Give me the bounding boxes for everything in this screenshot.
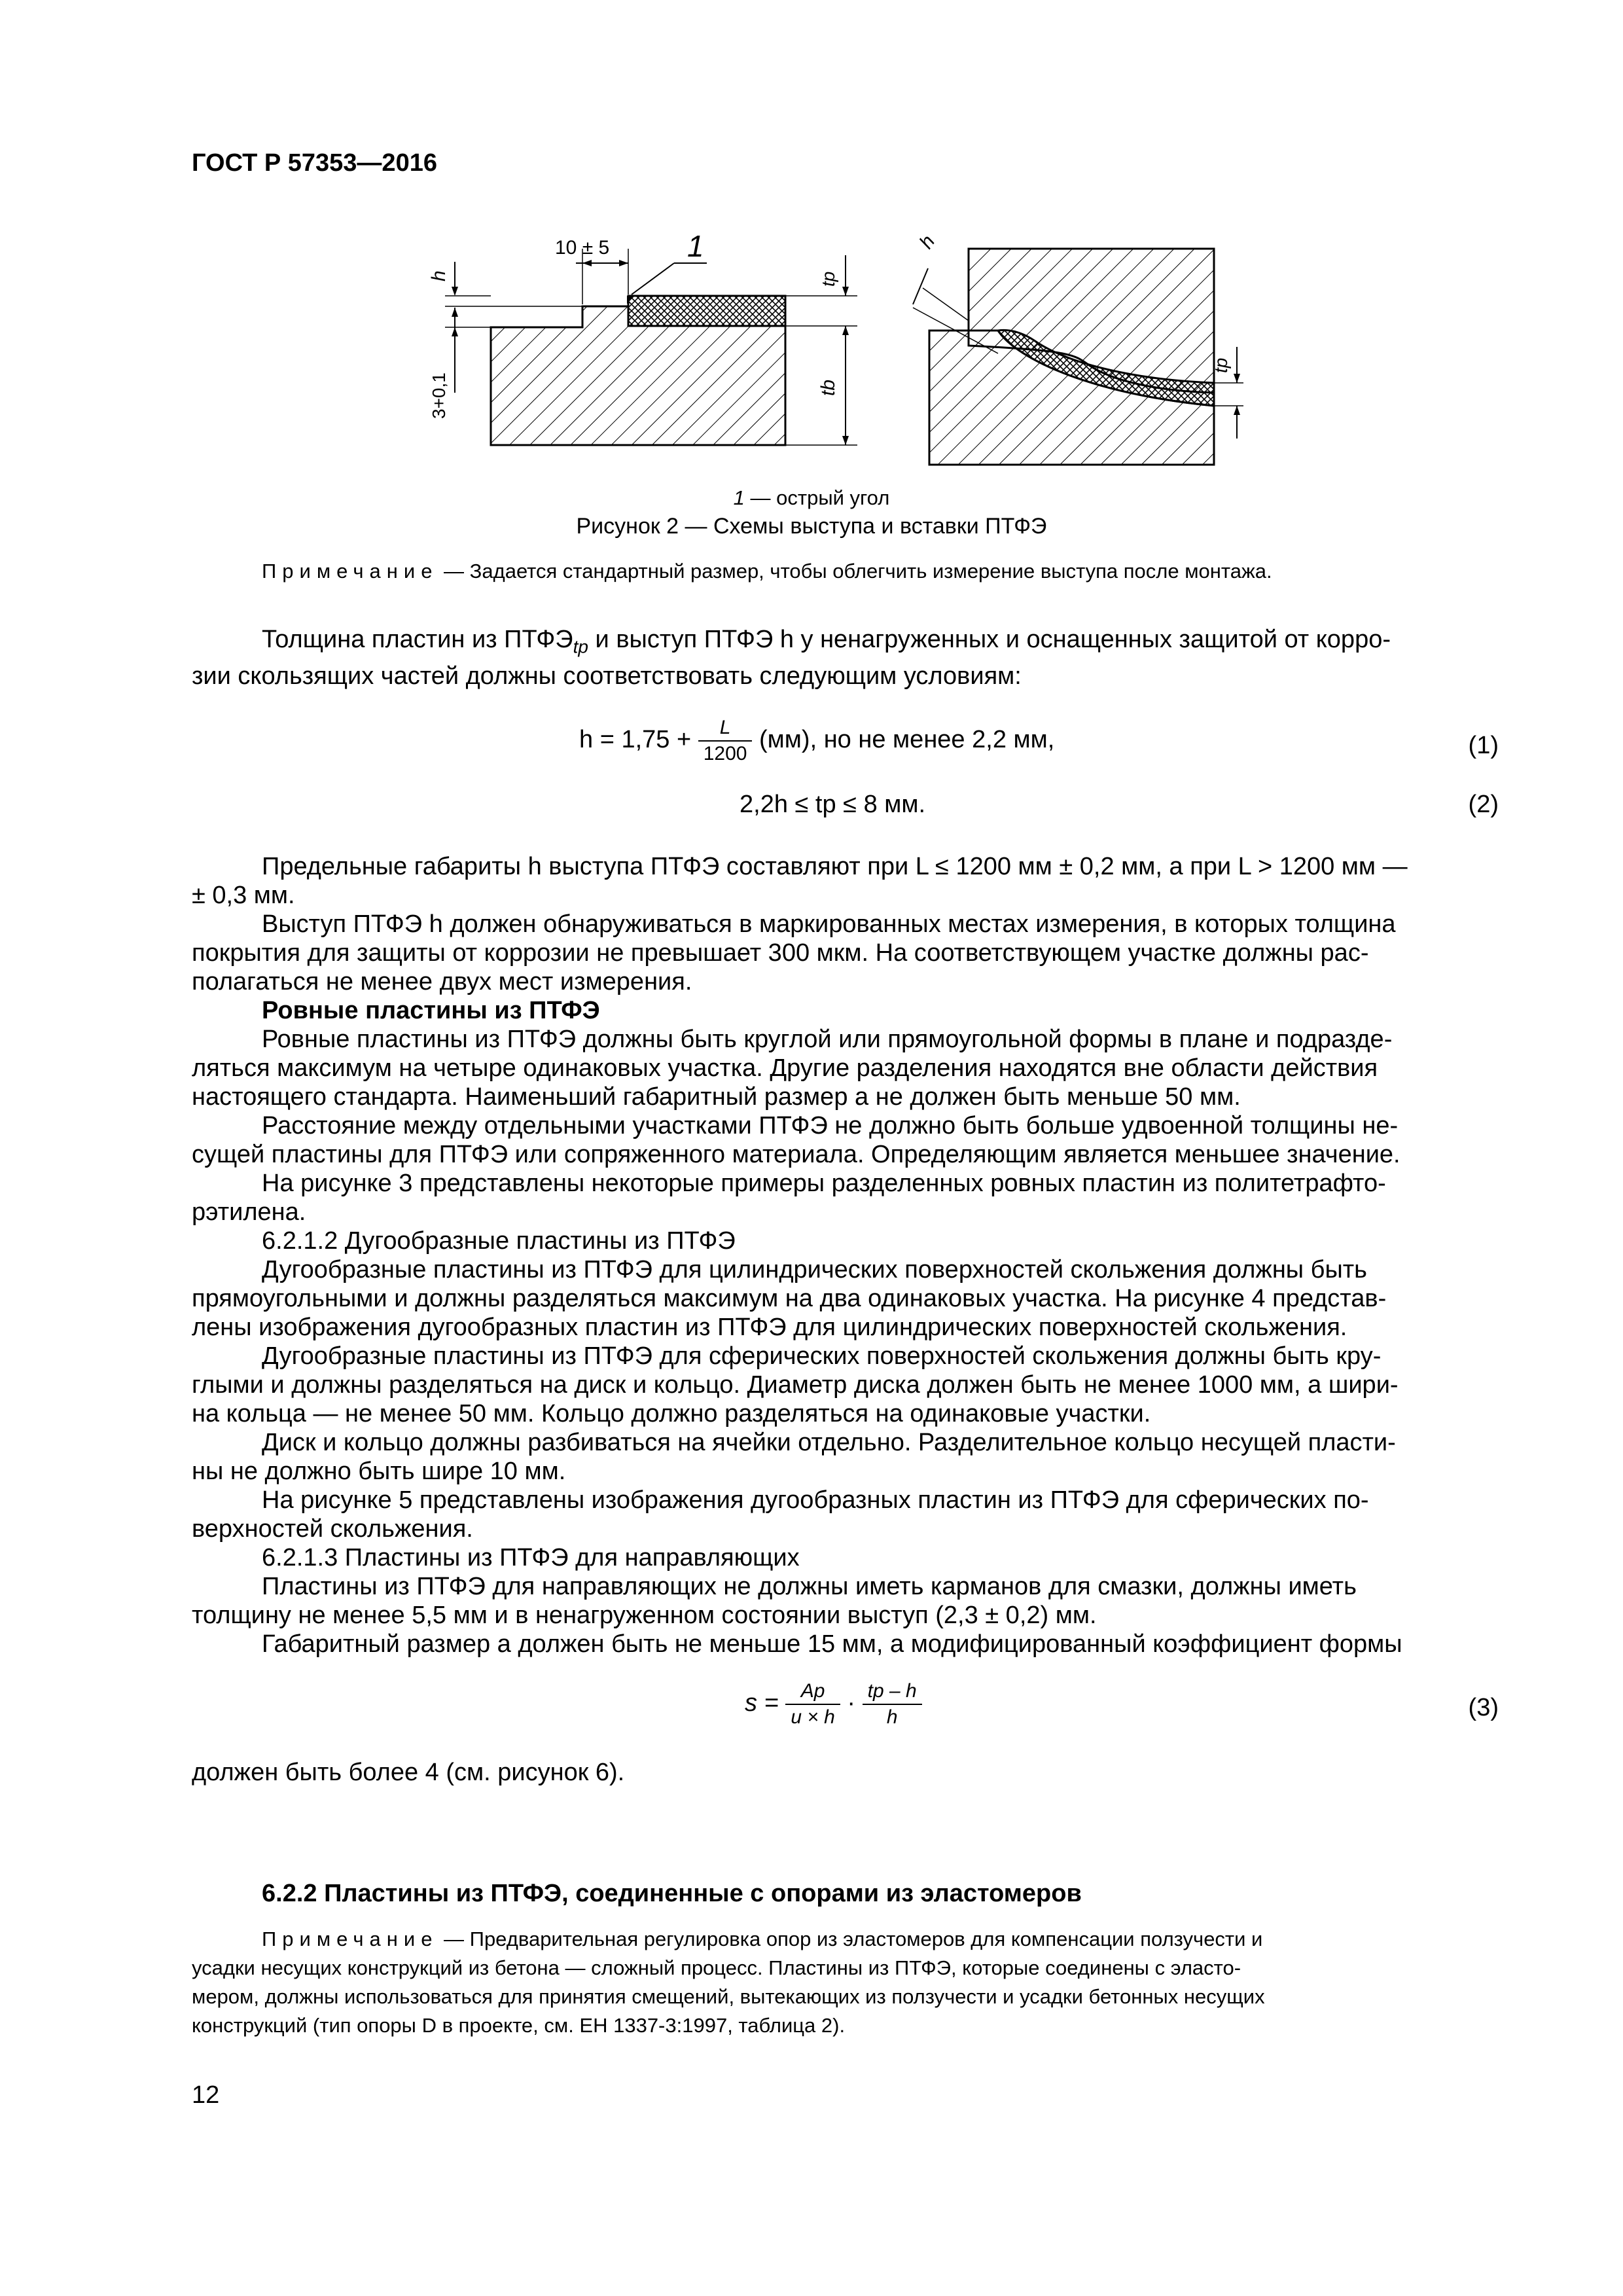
- flat-title-text: Ровные пластины из ПТФЭ: [262, 997, 600, 1024]
- note-line: конструкций (тип опоры D в проекте, см. ЕН 1337-3:1997, таблица 2).: [192, 2014, 846, 2037]
- formula-1-den: 1200: [703, 743, 747, 764]
- intro-paragraph: [192, 625, 1501, 691]
- para-line: на кольца — не менее 50 мм. Кольцо должно разделяться на одинаковые участки.: [192, 1400, 1151, 1427]
- para-flat: [192, 1025, 1501, 1111]
- formula-3-den1: u × h: [791, 1706, 835, 1728]
- formula-3-fraction-1: [785, 1679, 840, 1730]
- dim-tp-right: tp: [1211, 357, 1231, 373]
- para-fig3: [192, 1169, 1501, 1227]
- note-line: усадки несущих конструкций из бетона — сложный процесс. Пластины из ПТФЭ, которые соединены с эласто-: [192, 1956, 1241, 1979]
- section-6-2-2-title: 6.2.2 Пластины из ПТФЭ, соединенные с опорами из эластомеров: [262, 1880, 1082, 1907]
- note-2: [192, 1925, 1501, 2040]
- para-arc-cylindrical: [192, 1255, 1501, 1342]
- para-guides: [192, 1572, 1501, 1630]
- left-ptfe-insert: [628, 296, 785, 326]
- para-line: Дугообразные пластины из ПТФЭ для сферических поверхностей скольжения должны быть кру-: [262, 1342, 1382, 1370]
- note-text: — Задается стандартный размер, чтобы облегчить измерение выступа после монтажа.: [438, 560, 1272, 583]
- para-line: Ровные пластины из ПТФЭ должны быть круглой или прямоугольной формы в плане и подразде-: [262, 1026, 1393, 1053]
- formula-1-lhs: h = 1,75 +: [579, 726, 698, 754]
- para-line: Габаритный размер a должен быть не меньше 15 мм, а модифицированный коэффициент формы: [262, 1630, 1402, 1658]
- figure-caption: Рисунок 2 — Схемы выступа и вставки ПТФЭ: [576, 514, 1047, 539]
- dim-h-left: h: [428, 270, 450, 281]
- para-line: Выступ ПТФЭ h должен обнаруживаться в маркированных местах измерения, в которых толщина: [262, 910, 1396, 938]
- para-line: ± 0,3 мм.: [192, 882, 295, 909]
- note-1: [262, 557, 1499, 586]
- subsection-title: 6.2.1.2 Дугообразные пластины из ПТФЭ: [262, 1227, 736, 1255]
- para-line: глыми и должны разделяться на диск и кольцо. Диаметр диска должен быть не менее 1000 мм, а шири-: [192, 1371, 1399, 1399]
- para-line: верхностей скольжения.: [192, 1515, 473, 1543]
- para-line: полагаться не менее двух мест измерения.: [192, 968, 692, 996]
- legend-text: — острый угол: [744, 486, 890, 509]
- para-arc-spherical: [192, 1342, 1501, 1428]
- para-line: настоящего стандарта. Наименьший габаритный размер a не должен быть меньше 50 мм.: [192, 1083, 1241, 1111]
- flat-plates-title: [192, 996, 1501, 1025]
- formula-3-fraction-2: [863, 1679, 922, 1730]
- para-line: Диск и кольцо должны разбиваться на ячейки отдельно. Разделительное кольцо несущей пласти-: [262, 1429, 1396, 1456]
- formula-1-fraction: [698, 715, 753, 766]
- left-base-block: [491, 306, 785, 445]
- intro-sub: tp: [573, 636, 588, 657]
- para-gabarit: [192, 1630, 1501, 1659]
- subsection-title: 6.2.1.3 Пластины из ПТФЭ для направляющих: [262, 1544, 800, 1571]
- intro-text-a: Толщина пластин из ПТФЭ: [262, 626, 573, 653]
- formula-3-num2: tp – h: [863, 1679, 922, 1705]
- para-line: На рисунке 5 представлены изображения дугообразных пластин из ПТФЭ для сферических по-: [262, 1486, 1369, 1514]
- intro-text-b: и выступ ПТФЭ h у ненагруженных и оснащенных защитой от корро-: [588, 626, 1391, 653]
- note-line: — Предварительная регулировка опор из эластомеров для компенсации ползучести и: [438, 1928, 1263, 1950]
- para-line: Расстояние между отдельными участками ПТФЭ не должно быть больше удвоенной толщины не-: [262, 1112, 1399, 1139]
- para-line: рэтилена.: [192, 1198, 306, 1226]
- para-line: ны не должно быть шире 10 мм.: [192, 1458, 566, 1485]
- para-limits: [192, 852, 1501, 910]
- formula-3-number: (3): [1468, 1694, 1499, 1721]
- dim-recess: 3+0,1: [429, 372, 449, 419]
- para-line: ляться максимум на четыре одинаковых участка. Другие разделения находятся вне области действия: [192, 1054, 1378, 1082]
- para-line: На рисунке 3 представлены некоторые примеры разделенных ровных пластин из политетрафто-: [262, 1170, 1386, 1197]
- para-line: Предельные габариты h выступа ПТФЭ составляют при L ≤ 1200 мм ± 0,2 мм, а при L > 1200 мм —: [262, 853, 1408, 880]
- figure-2-diagram: [406, 223, 1243, 504]
- page-number: 12: [192, 2081, 220, 2109]
- legend-number: 1: [733, 486, 745, 509]
- para-after-formula-3: должен быть более 4 (см. рисунок 6).: [192, 1759, 625, 1786]
- note-line: мером, должны использоваться для принятия смещений, вытекающих из ползучести и усадки бетонных несущих: [192, 1985, 1265, 2008]
- label-1: 1: [687, 229, 704, 263]
- para-line: покрытия для защиты от коррозии не превышает 300 мкм. На соответствующем участке должны рас-: [192, 939, 1369, 967]
- formula-1: [579, 715, 1054, 766]
- formula-1-number: (1): [1468, 732, 1499, 759]
- note-label: Примечание: [262, 560, 438, 583]
- dim-h-right: h: [915, 231, 940, 253]
- para-detect: [192, 910, 1501, 996]
- para-line: сущей пластины для ПТФЭ или сопряженного материала. Определяющим является меньшее значение.: [192, 1141, 1400, 1168]
- para-line: прямоугольными и должны разделяться максимум на два одинаковых участка. На рисунке 4 представ-: [192, 1285, 1387, 1312]
- formula-1-rhs: (мм), но не менее 2,2 мм,: [752, 726, 1055, 754]
- formula-3: [745, 1679, 922, 1730]
- dim-tb: tb: [817, 379, 839, 396]
- para-fig5: [192, 1486, 1501, 1543]
- formula-2: 2,2h ≤ tp ≤ 8 мм.: [740, 791, 926, 818]
- formula-3-lhs: s =: [745, 1689, 786, 1717]
- intro-text-c: зии скользящих частей должны соответствовать следующим условиям:: [192, 662, 1022, 690]
- formula-3-num1: Ap: [785, 1679, 840, 1705]
- subsection-6-2-1-3: [192, 1543, 1501, 1572]
- formula-3-dot: ·: [840, 1689, 863, 1717]
- para-line: Дугообразные пластины из ПТФЭ для цилиндрических поверхностей скольжения должны быть: [262, 1256, 1367, 1283]
- dim-tp-left: tp: [818, 271, 838, 287]
- dim-top-width: 10 ± 5: [555, 237, 610, 259]
- formula-2-number: (2): [1468, 791, 1499, 818]
- subsection-6-2-1-2: [192, 1227, 1501, 1255]
- formula-3-den2: h: [886, 1706, 898, 1728]
- para-line: Пластины из ПТФЭ для направляющих не должны иметь карманов для смазки, должны иметь: [262, 1573, 1357, 1600]
- para-disk-ring: [192, 1428, 1501, 1486]
- figure-legend: [0, 486, 1623, 510]
- para-line: толщину не менее 5,5 мм и в ненагруженном состоянии выступ (2,3 ± 0,2) мм.: [192, 1602, 1097, 1629]
- formula-1-num: L: [698, 715, 753, 742]
- para-distance: [192, 1111, 1501, 1169]
- para-line: лены изображения дугообразных пластин из ПТФЭ для цилиндрических поверхностей скольжения.: [192, 1314, 1347, 1341]
- note-label: Примечание: [262, 1928, 438, 1950]
- document-header: ГОСТ Р 57353—2016: [192, 149, 437, 177]
